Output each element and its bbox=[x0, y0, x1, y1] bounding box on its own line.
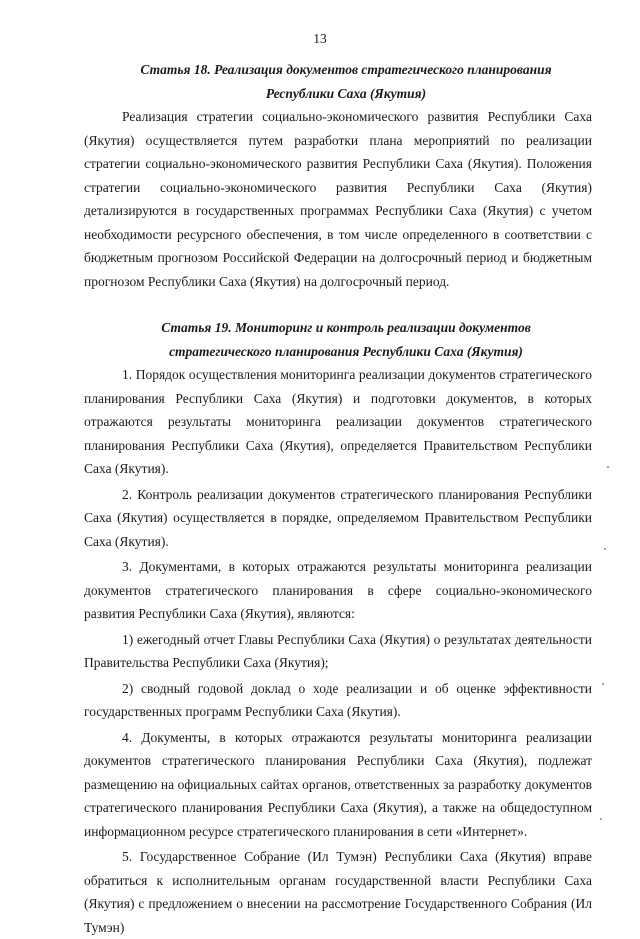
article-19-heading: Статья 19. Мониторинг и контроль реализации документов стратегического планирования Республики Саха (Якутия) bbox=[161, 320, 531, 359]
section-spacer bbox=[84, 293, 592, 316]
article-19-list-item-2: 2) сводный годовой доклад о ходе реализации и об оценке эффективности государственных программ Республики Саха (Якутия). bbox=[84, 680, 592, 719]
article-19-paragraph-5: 5. Государственное Собрание (Ил Тумэн) Республики Саха (Якутия) вправе обратиться к исполнительным органам государственной власти Республики Саха (Якутия) с предложением о внесении на рассмотрение Государственного Собрания (Ил Тумэн) bbox=[84, 849, 592, 935]
page-number: 13 bbox=[313, 31, 327, 46]
article-18-heading: Статья 18. Реализация документов стратегического планирования Республики Саха (Якутия) bbox=[140, 62, 552, 101]
article-18-paragraph: Реализация стратегии социально-экономического развития Республики Саха (Якутия) осуществляется путем разработки плана мероприятий по реализации стратегии социально-экономического развития Республики Саха (Якутия). Положения стратегии социально-экономического развития Республики Саха (Якутия) детализируются в государственных программах Республики Саха (Якутия) с учетом необходимости ресурсного обеспечения, в том числе определенного в соответствии с бюджетным прогнозом Российской Федерации на долгосрочный период и бюджетным прогнозом Республики Саха (Якутия) на долгосрочный период. bbox=[84, 109, 592, 289]
scan-speck bbox=[600, 818, 602, 820]
article-19-paragraph-1: 1. Порядок осуществления мониторинга реализации документов стратегического планирования Республики Саха (Якутия) и подготовки документов, в которых отражаются результаты мониторинга реализации документов стратегического планирования Республики Саха (Якутия), определяется Правительством Республики Саха (Якутия). bbox=[84, 367, 592, 476]
article-19-paragraph-4: 4. Документы, в которых отражаются результаты мониторинга реализации документов стратегического планирования Республики Саха (Якутия), подлежат размещению на официальных сайтах органов, ответственных за разработку документов стратегического планирования Республики Саха (Якутия), а также на общедоступном информационном ресурсе стратегического планирования в сети «Интернет». bbox=[84, 729, 592, 839]
scan-speck bbox=[602, 683, 604, 685]
article-19-list-item-1: 1) ежегодный отчет Главы Республики Саха (Якутия) о результатах деятельности Правительства Республики Саха (Якутия); bbox=[84, 631, 592, 670]
article-19-paragraph-3: 3. Документами, в которых отражаются результаты мониторинга реализации документов стратегического планирования в сфере социально-экономического развития Республики Саха (Якутия), являются: bbox=[84, 559, 592, 621]
document-body bbox=[84, 58, 592, 939]
article-19-paragraph-2: 2. Контроль реализации документов стратегического планирования Республики Саха (Якутия) осуществляется в порядке, определяемом Правительством Республики Саха (Якутия). bbox=[84, 486, 592, 549]
scan-speck bbox=[607, 466, 609, 468]
scan-speck bbox=[604, 548, 606, 550]
